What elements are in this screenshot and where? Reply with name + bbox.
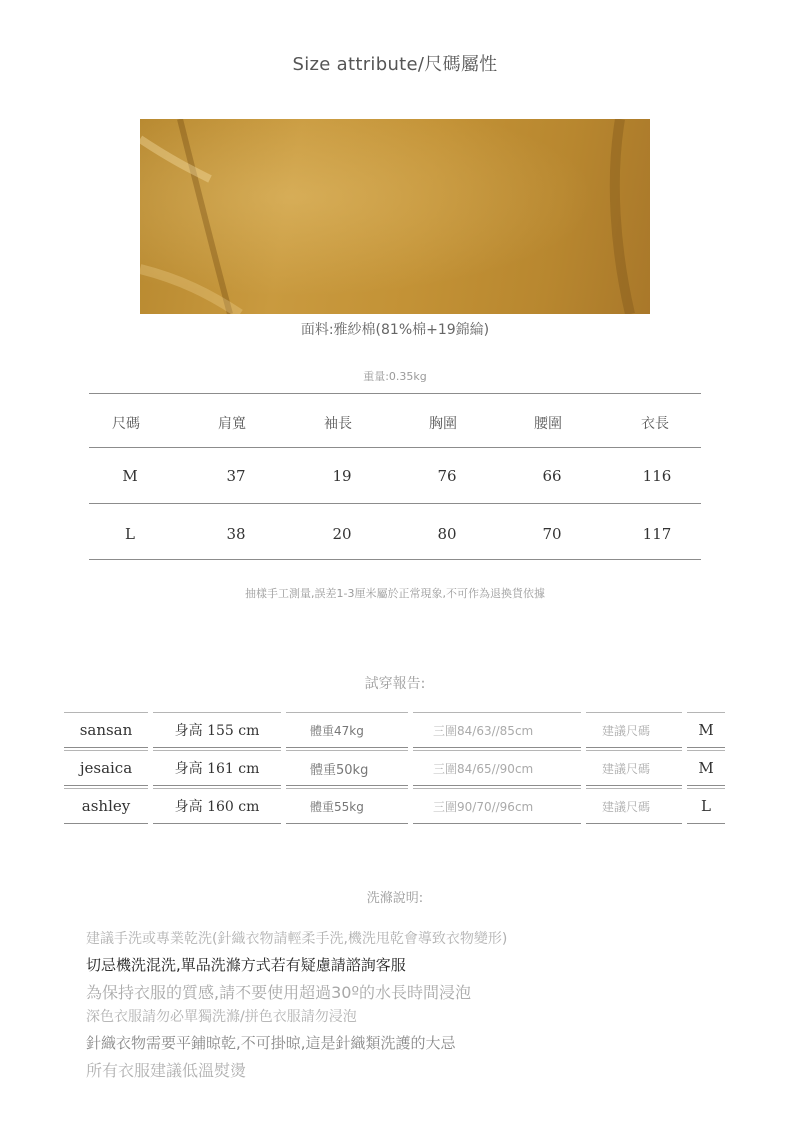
wash-title: 洗滌說明: [366, 891, 424, 906]
row-l-chest: 80 [437, 525, 457, 543]
header-size: 尺碼 [112, 416, 140, 432]
report-suggest-label: 建議尺碼 [586, 712, 682, 748]
wash-line-2: 切忌機洗混洗,單品洗滌方式若有疑慮請諮詢客服 [86, 956, 406, 974]
wash-line-3: 為保持衣服的質感,請不要使用超過30º的水長時間浸泡 [86, 983, 471, 1002]
wash-line-6: 所有衣服建議低溫熨燙 [86, 1061, 247, 1080]
row-m-size: M [122, 467, 138, 485]
table-rule-row1 [89, 503, 701, 504]
row-m-chest: 76 [437, 467, 457, 485]
report-size: M [687, 750, 725, 786]
page-title: Size attribute/尺碼屬性 [292, 54, 498, 75]
report-weight: 體重50kg [286, 750, 408, 786]
fabric-folds [140, 119, 650, 314]
report-measurements: 三圍90/70//96cm [413, 788, 581, 824]
row-l-sleeve: 20 [332, 525, 352, 543]
header-shoulder: 肩寬 [218, 416, 246, 432]
report-title: 試穿報告: [364, 676, 426, 692]
measurement-note: 抽樣手工測量,誤差1-3厘米屬於正常現象,不可作為退換貨依據 [245, 587, 545, 600]
report-height: 身高 160 cm [153, 788, 281, 824]
wash-line-4: 深色衣服請勿必單獨洗滌/拼色衣服請勿浸泡 [86, 1009, 357, 1025]
wash-line-5: 針織衣物需要平鋪晾乾,不可掛晾,這是針織類洗護的大忌 [86, 1034, 456, 1052]
table-rule-top [89, 393, 701, 394]
header-sleeve: 袖長 [324, 416, 352, 432]
report-weight: 體重55kg [286, 788, 408, 824]
row-m-sleeve: 19 [332, 467, 352, 485]
fabric-swatch-image [140, 119, 650, 314]
table-rule-header [89, 447, 701, 448]
report-suggest-label: 建議尺碼 [586, 788, 682, 824]
report-name: sansan [64, 712, 148, 748]
report-name: jesaica [64, 750, 148, 786]
report-size: M [687, 712, 725, 748]
row-l-size: L [125, 525, 135, 543]
header-length: 衣長 [641, 416, 669, 432]
row-l-length: 117 [642, 525, 672, 543]
row-m-waist: 66 [542, 467, 562, 485]
table-rule-bottom [89, 559, 701, 560]
report-measurements: 三圍84/63//85cm [413, 712, 581, 748]
weight-label: 重量:0.35kg [363, 370, 427, 383]
fabric-caption: 面料:雅紗棉(81%棉+19錦綸) [300, 322, 490, 338]
report-weight: 體重47kg [286, 712, 408, 748]
report-size: L [687, 788, 725, 824]
report-height: 身高 155 cm [153, 712, 281, 748]
header-waist: 腰圍 [534, 416, 562, 432]
row-m-shoulder: 37 [226, 467, 246, 485]
report-name: ashley [64, 788, 148, 824]
report-height: 身高 161 cm [153, 750, 281, 786]
report-measurements: 三圍84/65//90cm [413, 750, 581, 786]
header-chest: 胸圍 [429, 416, 457, 432]
row-m-length: 116 [642, 467, 672, 485]
report-suggest-label: 建議尺碼 [586, 750, 682, 786]
wash-line-1: 建議手洗或專業乾洗(針織衣物請輕柔手洗,機洗甩乾會導致衣物變形) [86, 931, 508, 947]
row-l-waist: 70 [542, 525, 562, 543]
row-l-shoulder: 38 [226, 525, 246, 543]
